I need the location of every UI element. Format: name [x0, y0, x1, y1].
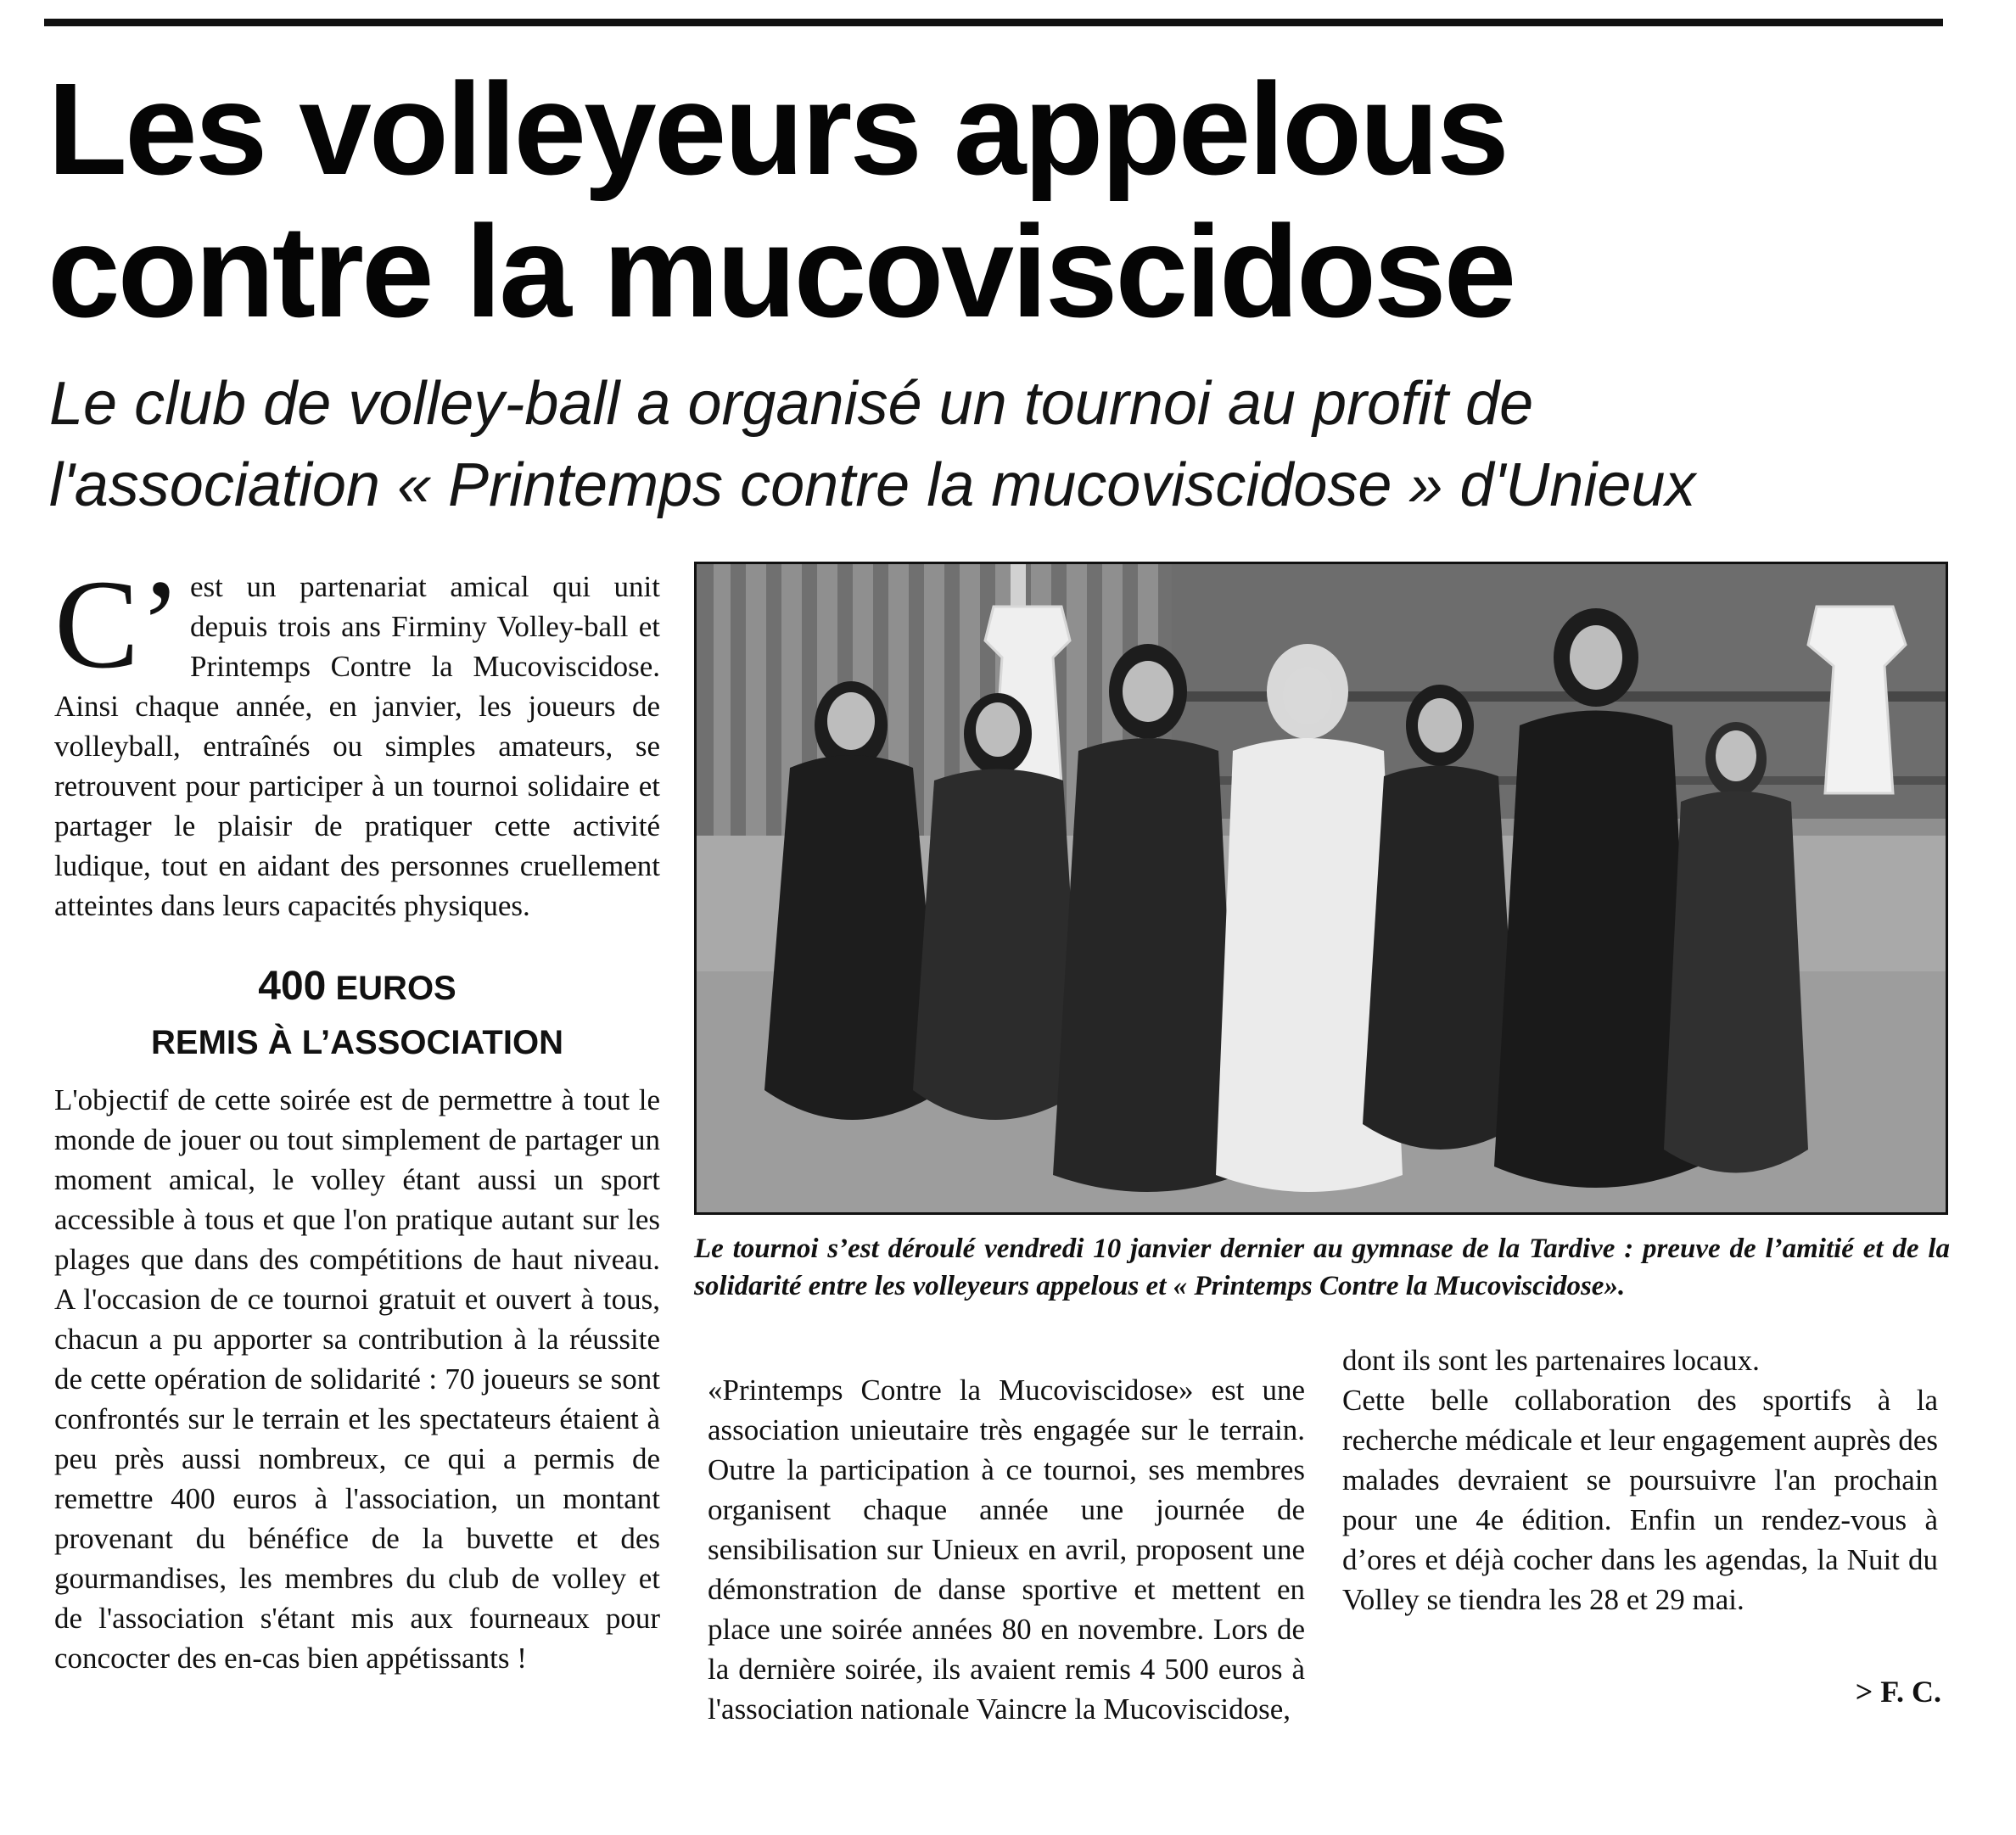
section-subhead: [54, 959, 660, 1070]
subhead-line-2: REMIS À L’ASSOCIATION: [151, 1024, 563, 1061]
intro-paragraph: [54, 554, 660, 926]
top-rule: [44, 19, 1943, 26]
group-photo-illustration: [697, 564, 1946, 1212]
left-body: [54, 1080, 660, 1678]
subhead-line-1: [54, 959, 660, 1015]
subtitle-line-1: Le club de volley-ball a organisé un tournoi au profit de: [49, 370, 1534, 438]
subhead-currency: EUROS: [335, 970, 456, 1007]
right-column: [1342, 1340, 1938, 1620]
drop-cap: C’: [54, 554, 182, 695]
right-text-1: dont ils sont les partenaires locaux.: [1342, 1344, 1760, 1377]
subtitle: [49, 363, 1967, 526]
intro-text: est un partenariat amical qui unit depuis trois ans Firminy Volley-ball et Printemps Contre la Mucoviscidose. Ainsi chaque année, en janvier, les joueurs de volleyball, entraînés ou simples amateurs, se retrouvent pour participer à un tournoi solidaire et partager le plaisir de pratiquer cette activité ludique, tout en aidant des personnes cruellement atteintes dans leurs capacités physiques.: [54, 570, 660, 922]
headline-line-2: contre la mucoviscidose: [48, 199, 1515, 344]
left-column: [54, 554, 660, 1678]
headline-line-1: Les volleyeurs appelous: [48, 56, 1507, 202]
middle-column: [708, 1340, 1305, 1759]
right-text-2: Cette belle collaboration des sportifs à la recherche médicale et leur engagement auprès des malades devraient se poursuivre l'an prochain pour une 4e édition. Enfin un rendez-vous à d’ores et déjà cocher dans les agendas, la Nuit du Volley se tiendra les 28 et 29 mai.: [1342, 1384, 1938, 1616]
middle-text: «Printemps Contre la Mucoviscidose» est une association unieutaire très engagée sur le terrain. Outre la participation à ce tournoi, ses membres organisent chaque année une journée de sensibilisation sur Unieux en avril, proposent une démonstration de danse sportive et mettent en place une soirée années 80 en novembre. Lors de la dernière soirée, ils avaient remis 4 500 euros à l'association nationale Vaincre la Mucoviscidose,: [708, 1373, 1305, 1726]
headline: [48, 58, 1948, 343]
author-signature: > F. C.: [1855, 1675, 1941, 1709]
left-body-text: L'objectif de cette soirée est de permettre à tout le monde de jouer ou tout simplement de partager un moment amical, le volley étant aussi un sport accessible à tous et que l'on pratique autant sur les plages que dans des compétitions de haut niveau. A l'occasion de ce tournoi gratuit et ouvert à tous, chacun a pu apporter sa contribution à la réussite de cette opération de solidarité : 70 joueurs se sont confrontés sur le terrain et les spectateurs étaient à peu près aussi nombreux, ce qui a permis de remettre 400 euros à l'association, un montant provenant du bénéfice de la buvette et des gourmandises, les membres du club de volley et de l'association s'étant mis aux fourneaux pour concocter des en-cas bien appétissants !: [54, 1083, 660, 1675]
group-photo: [694, 562, 1948, 1215]
subtitle-line-2: l'association « Printemps contre la mucoviscidose » d'Unieux: [49, 451, 1696, 519]
photo-caption: Le tournoi s’est déroulé vendredi 10 janvier dernier au gymnase de la Tardive : preuve de l’amitié et de la solidarité entre les volleyeurs appelous et « Printemps Contre la Mucoviscidose».: [694, 1234, 1950, 1301]
subhead-amount: 400: [258, 964, 327, 1009]
